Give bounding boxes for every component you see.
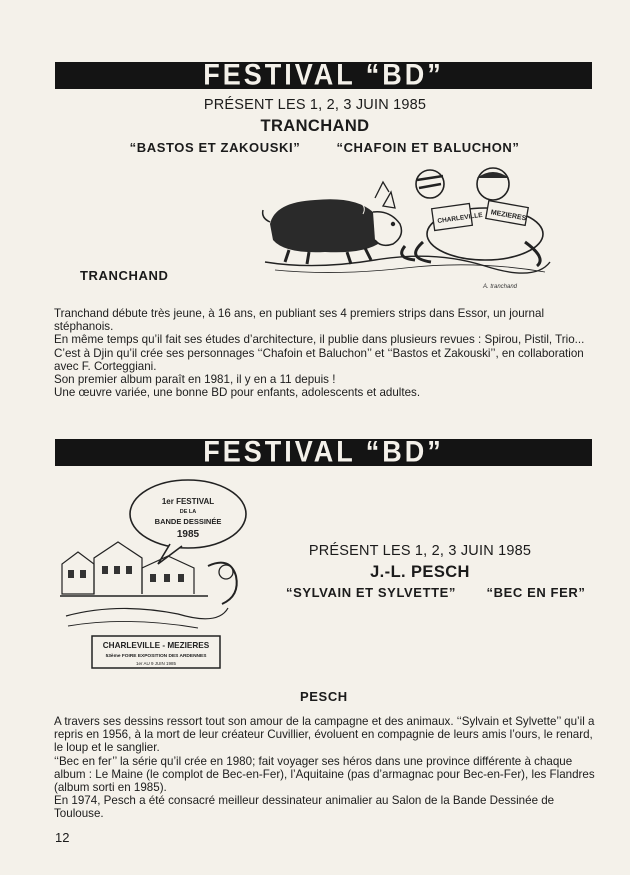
characters-figure [402,168,543,266]
bubble-line-4: 1985 [176,529,200,540]
dates-pesch: PRÉSENT LES 1, 2, 3 JUIN 1985 [308,543,532,559]
pesch-biography [54,715,599,821]
page-number: 12 [55,830,70,845]
festival-poster-illustration [58,476,248,676]
paragraph: Tranchand débute très jeune, à 16 ans, en publiant ses 4 premiers strips dans Essor, un journal stéphanois. [54,307,545,334]
illustration-signature: A. tranchand [483,284,518,290]
sign-line-1: CHARLEVILLE - MEZIERES [102,641,210,650]
author-pesch: J.-L. PESCH [370,563,470,581]
festival-banner-top: FESTIVAL “BD” [55,62,592,89]
sign-line-2: 53ème FOIRE EXPOSITION DES ARDENNES [105,654,207,659]
series-bec-en-fer: “BEC EN FER” [486,585,586,600]
label-charleville: CHARLEVILLE [437,211,484,226]
paragraph: ‘‘Bec en fer’’ la série qu’il crée en 1980; fait voyager ses héros dans une province différente à chaque album : Le Maine (le complot de Bec-en-Fer), l’Aquitaine (pas d’armagnac pour Bec-en-Fer), les Flandres (album sorti en 1985). [54,754,595,795]
bubble-line-1: 1er FESTIVAL [161,497,215,506]
series-bastos-zakouski: “BASTOS ET ZAKOUSKI” [129,140,301,155]
paragraph: En même temps qu’il fait ses études d’architecture, il publie dans plusieurs revues : Spirou, Pistil, Trio... [54,333,585,347]
bubble-line-3: BANDE DESSINÉE [154,517,222,526]
paragraph: En 1974, Pesch a été consacré meilleur dessinateur animalier au Salon de la Bande Dessinée de Toulouse. [54,794,555,821]
paragraph: A travers ses dessins ressort tout son amour de la campagne et des animaux. ‘‘Sylvain et Sylvette’’ qu’il a repris en 1956, à la mort de leur créateur Cuvillier, évoluent en compagnie de leurs amis l’ours, le renard, le loup et le sanglier. [54,715,595,755]
place-ducale-drawing [60,542,237,628]
paragraph: C’est à Djin qu’il crée ses personnages ‘‘Chafoin et Baluchon’’ et ‘‘Bastos et Zakouski’’, en collaboration avec F. Corteggiani. [54,346,584,373]
sign-line-3: 1er AU 9 JUIN 1985 [135,661,177,666]
paragraph: Son premier album paraît en 1981, il y en a 11 depuis ! [54,373,336,387]
author-tranchand: TRANCHAND [260,117,370,135]
bubble-line-2: DE LA [179,509,197,515]
series-sylvain-sylvette: “SYLVAIN ET SYLVETTE” [285,585,457,600]
tranchand-illustration [255,162,555,296]
tranchand-biography [54,307,599,399]
boar-figure [263,182,402,264]
label-mezieres: MEZIERES [490,209,527,223]
series-chafoin-baluchon: “CHAFOIN ET BALUCHON” [336,140,520,155]
subtitle-pesch: PESCH [300,689,348,704]
festival-banner-bottom: FESTIVAL “BD” [55,439,592,466]
paragraph: Une œuvre variée, une bonne BD pour enfants, adolescents et adultes. [54,386,421,400]
subtitle-tranchand: TRANCHAND [80,268,169,283]
dates-tranchand: PRÉSENT LES 1, 2, 3 JUIN 1985 [203,97,427,113]
